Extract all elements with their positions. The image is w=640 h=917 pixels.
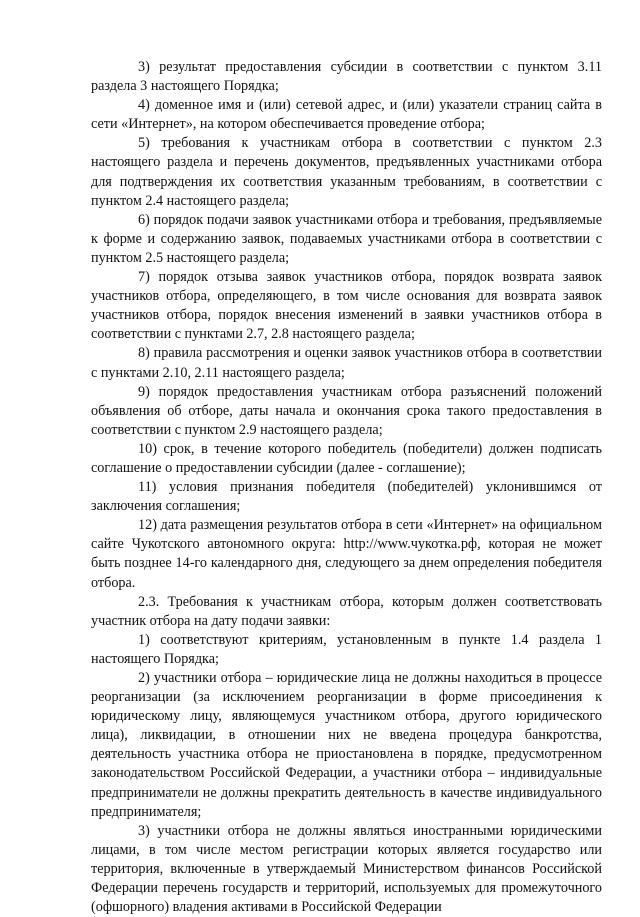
document-page [91, 58, 602, 917]
paragraph-item-11-evasion-conditions: 11) условия признания победителя (победителей) уклонившимся от заключения соглашения; [91, 479, 602, 515]
paragraph-item-6-application-order: 6) порядок подачи заявок участниками отбора и требования, предъявляемые к форме и содержанию заявок, подаваемых участниками отбора в соответствии с пунктом 2.5 настоящего раздела; [91, 211, 602, 266]
paragraph-item-5-requirements: 5) требования к участникам отбора в соответствии с пунктом 2.3 настоящего раздела и перечень документов, предъявленных участниками отбора для подтверждения их соответствия указанным требованиям, в соответствии с пунктом 2.4 настоящего раздела; [91, 135, 602, 209]
paragraph-section-2-3-heading: 2.3. Требования к участникам отбора, которым должен соответствовать участник отбора на дату подачи заявки: [91, 593, 602, 629]
paragraph-item-12-results-date: 12) дата размещения результатов отбора в сети «Интернет» на официальном сайте Чукотского автономного округа: http://www.чукотка.рф, которая не может быть позднее 14-го календарного дня, следующего за днем определения победителя отбора. [91, 517, 602, 591]
paragraph-requirement-1: 1) соответствуют критериям, установленным в пункте 1.4 раздела 1 настоящего Порядка; [91, 631, 602, 667]
paragraph-requirement-3: 3) участники отбора не должны являться иностранными юридическими лицами, в том числе местом регистрации которых является государство или территория, включенные в утверждаемый Министерством финансов Российской Федерации перечень государств и территорий, используемых для промежуточного (офшорного) владения активами в Российской Федерации [91, 822, 602, 916]
paragraph-item-4-domain: 4) доменное имя и (или) сетевой адрес, и (или) указатели страниц сайта в сети «Интернет», на котором обеспечивается проведение отбора; [91, 97, 602, 133]
paragraph-item-10-signing-deadline: 10) срок, в течение которого победитель (победители) должен подписать соглашение о предоставлении субсидии (далее - соглашение); [91, 440, 602, 476]
paragraph-item-3-result: 3) результат предоставления субсидии в соответствии с пунктом 3.11 раздела 3 настоящего Порядка; [91, 59, 602, 95]
paragraph-item-8-evaluation-rules: 8) правила рассмотрения и оценки заявок участников отбора в соответствии с пунктами 2.10, 2.11 настоящего раздела; [91, 345, 602, 381]
paragraph-item-7-withdrawal-order: 7) порядок отзыва заявок участников отбора, порядок возврата заявок участников отбора, определяющего, в том числе основания для возврата заявок участников отбора, порядок внесения изменений в заявки участников отбора в соответствии с пунктами 2.7, 2.8 настоящего раздела; [91, 269, 602, 343]
paragraph-item-9-clarifications: 9) порядок предоставления участникам отбора разъяснений положений объявления об отборе, даты начала и окончания срока такого предоставления в соответствии с пунктом 2.9 настоящего раздела; [91, 383, 602, 438]
paragraph-requirement-2: 2) участники отбора – юридические лица не должны находиться в процессе реорганизации (за исключением реорганизации в форме присоединения к юридическому лицу, являющемуся участником отбора, другого юридического лица), ликвидации, в отношении них не введена процедура банкротства, деятельность участника отбора не приостановлена в порядке, предусмотренном законодательством Российской Федерации, а участники отбора – индивидуальные предприниматели не должны прекратить деятельность в качестве индивидуального предпринимателя; [91, 670, 602, 820]
